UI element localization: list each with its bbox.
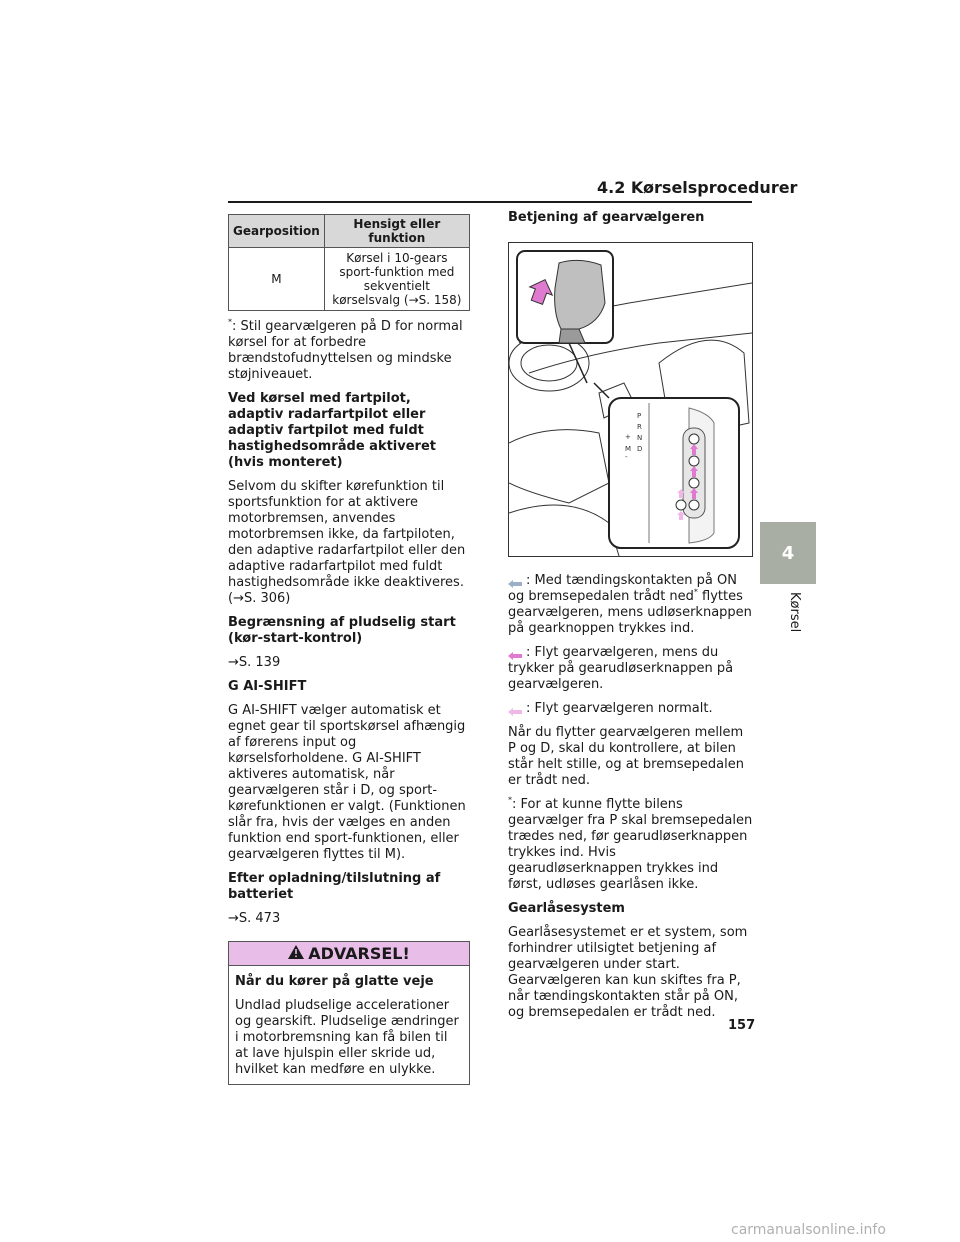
gear-function-cell: Kørsel i 10-gears sport-funktion med sekventielt kørselsvalg (→S. 158) [324, 248, 469, 311]
footnote-mark: * [508, 795, 512, 805]
footnote [228, 319, 470, 383]
left-column [228, 214, 470, 1085]
section-heading-ai-shift: G AI-SHIFT [228, 679, 307, 694]
header-rule [228, 201, 752, 203]
legend-text: : Med tændingskontakten på ON og bremsepedalen trådt ned [508, 573, 737, 604]
section-body-ai-shift: G AI-SHIFT vælger automatisk et egnet gear til sportskørsel afhængig af førerens input og kørselsforholdene. G AI-SHIFT aktiveres automatisk, når gearvælgeren står i D, og sport-kørefunktionen er valgt. (Funktionen slår fra, hvis der vælges en anden funktion end sport-funktionen, eller gearvælgeren flyttes til M). [228, 703, 466, 862]
gear-table-header-position: Gearposition [229, 215, 325, 248]
gear-position-cell: M [229, 248, 325, 311]
gate-letter-n: N [637, 434, 643, 442]
left-arrow-icon [508, 649, 522, 657]
footnote [508, 797, 753, 893]
legend-item [508, 645, 753, 693]
section-heading-start-control: Begrænsning af pludselig start (kør-start-kontrol) [228, 615, 456, 646]
chapter-label: Kørsel [787, 592, 802, 633]
section-heading-cruise: Ved kørsel med fartpilot, adaptiv radarfartpilot eller adaptiv fartpilot med fuldt hastighedsområde aktiveret (hvis monteret) [228, 391, 436, 470]
gate-letter-p: P [637, 412, 642, 420]
gate-letter-r: R [637, 423, 642, 431]
right-column [508, 210, 753, 1029]
page-header-title: 4.2 Kørselsprocedurer [597, 178, 798, 197]
legend-item [508, 573, 753, 637]
watermark: carmanualsonline.info [731, 1222, 886, 1238]
legend-text: : Flyt gearvælgeren normalt. [526, 701, 713, 716]
warning-text: Undlad pludselige accelerationer og gearskift. Pludselige ændringer i motorbremsning kan få bilen til at lave hjulspin eller skride ud, hvilket kan medføre en ulykke. [235, 998, 459, 1077]
warning-box [228, 941, 470, 1085]
page-number: 157 [728, 1018, 756, 1033]
warning-header [229, 942, 469, 965]
warning-title: ADVARSEL! [308, 944, 410, 963]
gate-letter-d: D [637, 445, 643, 453]
section-heading-battery: Efter opladning/tilslutning af batteriet [228, 871, 441, 902]
legend-text: : Flyt gearvælgeren, mens du trykker på gearudløserknappen på gearvælgeren. [508, 645, 734, 692]
table-row [229, 248, 470, 311]
gear-table [228, 214, 470, 311]
chapter-tab: 4 [760, 522, 816, 584]
section-heading-gear-operation: Betjening af gearvælgeren [508, 210, 705, 225]
footnote-text: : Stil gearvælgeren på D for normal kørsel for at forbedre brændstofudnyttelsen og mindske støjniveauet. [228, 319, 463, 382]
left-arrow-icon [508, 577, 522, 585]
warning-triangle-icon [288, 945, 304, 962]
section-heading-gearlock: Gearlåsesystem [508, 901, 625, 916]
gate-letter-m: M [625, 445, 632, 453]
paragraph-move-p-d: Når du flytter gearvælgeren mellem P og D, skal du kontrollere, at bilen står helt stille, og at bremsepedalen er trådt ned. [508, 725, 744, 788]
section-body-gearlock: Gearlåsesystemet er et system, som forhindrer utilsigtet betjening af gearvælgeren under start. Gearvælgeren kan kun skiftes fra P, når tændingskontakten står på ON, og bremsepedalen er trådt ned. [508, 925, 748, 1020]
section-body-start-control: →S. 139 [228, 655, 281, 670]
legend-item [508, 701, 753, 717]
legend-mark: * [693, 587, 698, 597]
gear-table-header-function: Hensigt eller funktion [324, 215, 469, 248]
section-body-cruise: Selvom du skifter kørefunktion til sportsfunktion for at aktivere motorbremsen, anvendes motorbremsen ikke, da fartpiloten, den adaptive radarfartpilot eller den adaptive radarfartpilot med fuldt hastighedsområde ikke deaktiveres. (→S. 306) [228, 479, 466, 606]
gear-selector-illustration [508, 242, 753, 557]
legend-text-cont: flyttes gearvælgeren, mens udløserknappen på gearknoppen trykkes ind. [508, 589, 752, 636]
left-arrow-icon [508, 705, 522, 713]
warning-body [229, 965, 469, 1084]
footnote-text: : For at kunne flytte bilens gearvælger fra P skal bremsepedalen trædes ned, før gearudløserknappen trykkes ind. Hvis gearudløserknappen trykkes ind først, udløses gearlåsen ikke. [508, 797, 753, 892]
warning-subheading: Når du kører på glatte veje [235, 974, 434, 989]
section-body-battery: →S. 473 [228, 911, 281, 926]
footnote-mark: * [228, 317, 232, 327]
gate-minus: - [625, 453, 628, 461]
gate-plus: + [625, 433, 631, 441]
